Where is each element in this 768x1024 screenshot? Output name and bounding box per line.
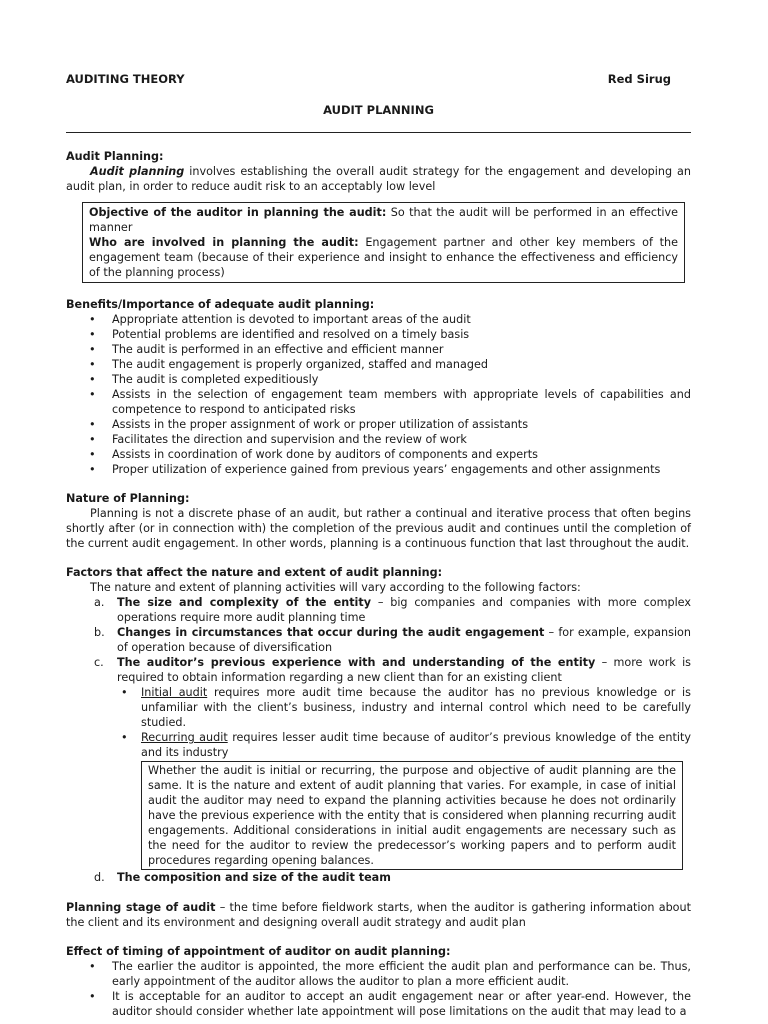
audit-planning-term: Audit planning [90, 165, 185, 178]
factor-d [94, 870, 691, 885]
list-item: • The audit engagement is properly organized, staffed and managed [112, 357, 691, 372]
factor-c [94, 655, 692, 760]
list-item: • Assists in the selection of engagement team members with appropriate levels of capabilities and competence to respond to anticipated risks [112, 387, 691, 417]
timing-heading: Effect of timing of appointment of auditor on audit planning: [66, 945, 451, 958]
factor-d-marker: d. [94, 871, 105, 884]
objective-line [89, 205, 678, 235]
factors-list [66, 595, 691, 760]
objective-text: So that the audit will be performed in an effective manner [89, 206, 678, 234]
planning-stage-paragraph [66, 900, 691, 930]
list-item: • Potential problems are identified and resolved on a timely basis [112, 327, 691, 342]
initial-vs-recurring-box: Whether the audit is initial or recurring, the purpose and objective of audit planning are the same. It is the nature and extent of audit planning that varies. For example, in case of initial audit the auditor may need to expand the planning activities because he does not ordinarily have the previous experience with the entity that is considered when planning recurring audit engagements. Additional considerations in initial audit engagements are necessary such as the need for the auditor to review the predecessor’s working papers and to perform audit procedures regarding opening balances. [141, 761, 683, 870]
list-item: • Appropriate attention is devoted to important areas of the audit [112, 312, 691, 327]
document-page [66, 72, 691, 1019]
list-item: • Assists in coordination of work done by auditors of components and experts [112, 447, 691, 462]
audit-planning-text: involves establishing the overall audit strategy for the engagement and developing an audit plan, in order to reduce audit risk to an acceptably low level [66, 165, 691, 193]
factor-c-title: The auditor’s previous experience with and understanding of the entity [117, 656, 596, 669]
planning-stage-text: – the time before fieldwork starts, when the auditor is gathering information about the client and its environment and designing overall audit strategy and audit plan [66, 901, 691, 929]
author-name: Red Sirug [607, 72, 671, 86]
initial-audit-text: requires more audit time because the auditor has no previous knowledge or is unfamiliar with the client’s business, industry and internal control which need to be carefully studied. [141, 686, 691, 729]
initial-audit-term: Initial audit [141, 686, 208, 699]
factor-a-title: The size and complexity of the entity [117, 596, 372, 609]
factors-heading: Factors that affect the nature and extent of audit planning: [66, 566, 443, 579]
page-header [66, 72, 691, 87]
nature-heading: Nature of Planning: [66, 492, 190, 505]
who-label: Who are involved in planning the audit: [89, 236, 359, 249]
factors-list-continued [66, 870, 691, 885]
header-divider [66, 132, 691, 133]
factor-a [94, 595, 691, 625]
recurring-audit-term: Recurring audit [141, 731, 228, 744]
planning-stage-label: Planning stage of audit [66, 901, 216, 914]
nature-paragraph: Planning is not a discrete phase of an audit, but rather a continual and iterative process that often begins shortly after (or in connection with) the completion of the previous audit and continues until the completion of the current audit engagement. In other words, planning is a continuous function that last throughout the audit. [66, 507, 691, 550]
who-line [89, 235, 678, 280]
page-title: AUDIT PLANNING [323, 103, 434, 117]
benefits-list [66, 312, 691, 477]
list-item: • Assists in the proper assignment of work or proper utilization of assistants [112, 417, 691, 432]
audit-planning-heading: Audit Planning: [66, 150, 164, 163]
list-item: • The audit is completed expeditiously [112, 372, 691, 387]
objective-box [82, 202, 685, 283]
list-item [141, 685, 691, 730]
factor-b-text: – for example, expansion of operation because of diversification [117, 626, 691, 654]
list-item: • Facilitates the direction and supervision and the review of work [112, 432, 691, 447]
factors-intro: The nature and extent of planning activities will vary according to the following factors: [90, 581, 581, 594]
list-item: • Proper utilization of experience gained from previous years’ engagements and other assignments [112, 462, 691, 477]
benefits-heading: Benefits/Importance of adequate audit planning: [66, 298, 375, 311]
list-item: • It is acceptable for an auditor to accept an audit engagement near or after year-end. However, the auditor should consider whether late appointment will pose limitations on the audit that may lead to a [112, 989, 691, 1019]
factor-b-title: Changes in circumstances that occur during the audit engagement [117, 626, 545, 639]
factor-a-text: – big companies and companies with more complex operations require more audit planning time [117, 596, 691, 624]
factor-c-marker: c. [94, 656, 104, 669]
factor-c-sublist [117, 685, 691, 760]
factor-b [94, 625, 691, 655]
factor-a-marker: a. [94, 596, 105, 609]
list-item: • The audit is performed in an effective and efficient manner [112, 342, 691, 357]
recurring-audit-text: requires lesser audit time because of auditor’s previous knowledge of the entity and its industry [141, 731, 692, 759]
timing-list [66, 959, 691, 1019]
audit-planning-definition [66, 164, 691, 194]
factor-c-text: – more work is required to obtain information regarding a new client than for an existing client [117, 656, 692, 684]
list-item [141, 730, 691, 760]
factor-b-marker: b. [94, 626, 105, 639]
factor-d-title: The composition and size of the audit team [117, 871, 391, 884]
course-title: AUDITING THEORY [66, 72, 185, 86]
objective-label: Objective of the auditor in planning the audit: [89, 206, 387, 219]
who-text: Engagement partner and other key members of the engagement team (because of their experience and insight to enhance the effectiveness and efficiency of the planning process) [89, 236, 678, 279]
list-item: • The earlier the auditor is appointed, the more efficient the audit plan and performance can be. Thus, early appointment of the auditor allows the auditor to plan a more efficient audit. [112, 959, 691, 989]
